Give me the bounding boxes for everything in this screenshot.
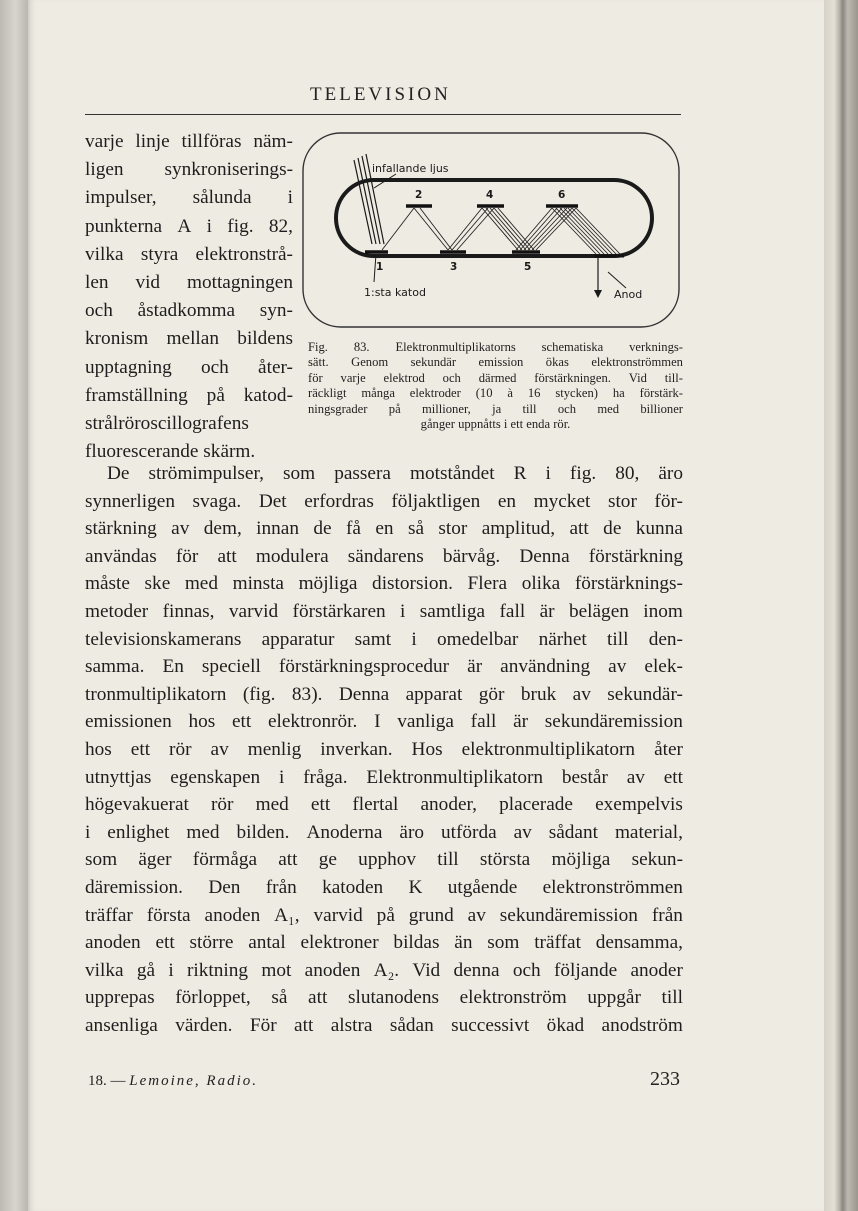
left-line: strålröroscillografens [85,413,249,435]
left-column-text [85,128,293,466]
footer-signature [88,1073,258,1090]
left-line: punkterna A i fig. 82, [85,215,293,237]
caption-line: för varje elektrod och därmed förstärkningen. Vid till- [308,370,683,385]
left-line: och åstadkomma syn- [85,300,293,322]
caption-line: räckligt många elektroder (10 à 16 stycken) ha förstärk- [308,386,683,401]
body-line: däremission. Den från katoden K utgående elektronströmmen [85,876,683,898]
body-text [85,460,683,1039]
anode-label: Anod [614,288,643,301]
left-line: kronism mellan bildens [85,328,293,350]
left-line: fluorescerande skärm. [85,441,256,463]
electron-multiplier-diagram [302,132,680,328]
page-edge [824,0,858,1211]
electron-beams [382,208,620,254]
caption-line: ningsgrader på millioner, ja till och med billioner [308,401,683,416]
running-title: TELEVISION [310,84,451,105]
body-line: anoden ett större antal elektroner bildas än som träffat densamma, [85,932,683,954]
body-line: upprepas förloppet, så att slutanodens elektronström uppgår till [85,987,683,1009]
left-line: framställning på katod- [85,384,293,406]
body-line: samma. En speciell förstärkningsprocedur är användning av elek- [85,656,683,678]
electrodes [365,206,578,252]
anode-arrow-icon [594,290,602,298]
body-line: synnerligen svaga. Det erfordras följaktligen en mycket stor för- [85,490,683,512]
body-line: träffar första anoden A₁, varvid på grund av sekundäremission från [85,904,683,926]
body-line: stärkning av dem, innan de få en så stor amplitud, att de kunna [85,518,683,540]
body-line: användas för att modulera sändarens bärvåg. Denna förstärkning [85,545,683,567]
caption-line: sätt. Genom sekundär emission ökas elektronströmmen [308,355,683,370]
left-line: vilka styra elektronstrå- [85,243,293,265]
body-line: De strömimpulser, som passera motståndet R i fig. 80, äro [107,463,683,484]
body-line: högevakuerat rör med ett flertal anoder, placerade exempelvis [85,794,683,816]
body-line: televisionskamerans apparatur samt i omedelbar närhet till den- [85,628,683,650]
electrode-number: 3 [450,261,458,273]
caption-line: gånger uppnåtts i ett enda rör. [420,417,571,432]
anode-label-leader [608,272,626,288]
author-title: Lemoine, Radio. [129,1073,258,1089]
book-gutter [0,0,28,1211]
left-line: len vid mottagningen [85,272,293,294]
page-number: 233 [650,1068,680,1090]
electrode-number: 4 [486,189,494,201]
left-line: varje linje tillföras näm- [85,131,293,152]
body-line: hos ett rör av menlig inverkan. Hos elektronmultiplikatorn åter [85,738,683,760]
electron-multiplier-figure [302,132,680,328]
left-line: upptagning och åter- [85,356,293,378]
body-line: vilka gå i riktning mot anoden A₂. Vid denna och följande anoder [85,959,683,981]
body-line: utnyttjas egenskapen i fråga. Elektronmultiplikatorn består av ett [85,766,683,788]
body-line: som äger förmåga att ge upphov till största möjliga sekun- [85,849,683,871]
body-line: tronmultiplikatorn (fig. 83). Denna apparat gör bruk av sekundär- [85,683,683,705]
light-label: infallande ljus [372,162,449,175]
electrode-number: 1 [376,261,384,273]
body-line: måste ske med minsta möjliga distorsion. Flera olika förstärknings- [85,573,683,595]
body-line: emissionen hos ett elektronrör. I vanliga fall är sekundäremission [85,711,683,733]
electrode-number: 5 [524,261,532,273]
left-line: ligen synkroniserings- [85,159,293,181]
figure-caption [308,340,683,432]
cathode-label: 1:sta katod [364,286,426,299]
left-line: impulser, sålunda i [85,187,293,209]
electrode-number: 2 [415,189,423,201]
caption-line: Fig. 83. Elektronmultiplikatorns schematiska verknings- [308,340,683,354]
body-line: ansenliga värden. För att alstra sådan successivt ökad anodström [85,1014,683,1036]
header-rule [85,114,681,115]
body-line: i enlighet med bilden. Anoderna äro utförda av sådant material, [85,821,683,843]
signature-mark: 18. — [88,1073,126,1089]
electrode-number: 6 [558,189,566,201]
body-line: metoder finnas, varvid förstärkaren i samtliga fall är belägen inom [85,600,683,622]
